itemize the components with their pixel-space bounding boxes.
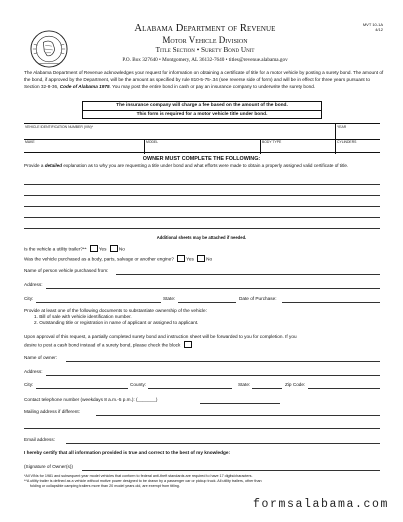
seller-city-label: City: <box>24 296 34 301</box>
explanation-line[interactable] <box>24 228 380 229</box>
explanation-line[interactable] <box>24 195 380 196</box>
site-watermark: formsalabama.com <box>252 498 389 511</box>
division-title: Motor Vehicle Division <box>162 35 248 45</box>
owner-state-field[interactable] <box>252 388 282 389</box>
owner-zip-field[interactable] <box>308 388 380 389</box>
code-reference: Code of Alabama 1975 <box>59 83 110 89</box>
owner-name-field[interactable] <box>66 361 380 362</box>
year-input[interactable] <box>338 129 378 137</box>
owner-city-field[interactable] <box>36 388 128 389</box>
insurance-notice-box <box>82 101 322 119</box>
insurance-fee-notice: The insurance company will charge a fee based on the amount of the bond. <box>116 103 288 108</box>
vin-label: VEHICLE IDENTIFICATION NUMBER (VIN)* <box>25 125 93 129</box>
owner-state-label: State: <box>238 382 251 387</box>
owner-address-field[interactable] <box>46 375 380 376</box>
owner-name-label: Name of owner: <box>24 355 58 360</box>
yes-label: Yes <box>98 246 107 252</box>
owner-zip-label: Zip Code: <box>285 382 306 387</box>
vin-footnote: *All VINs for 1981 and subsequent year model vehicles that conform to federal anti-theft standards are required to have 17 digits/characters. <box>24 474 253 478</box>
utility-trailer-no-checkbox[interactable] <box>110 245 118 252</box>
email-label: Email address: <box>24 437 56 442</box>
make-label: MAKE <box>25 140 35 144</box>
intro-paragraph <box>24 70 384 90</box>
form-number-block <box>363 22 383 32</box>
model-label: MODEL <box>146 140 159 144</box>
explanation-text-2: explanation as to why you are requesting a title under bond and what efforts were made to obtain a properly assigned valid certificate of title. <box>62 163 349 168</box>
mailing-address-line-2[interactable] <box>24 428 380 429</box>
explanation-line[interactable] <box>24 184 380 185</box>
phone-label: Contact telephone number (weekdays 8 a.m.-5 p.m.): (_______) <box>24 397 158 402</box>
explanation-emphasis: detailed <box>44 163 63 168</box>
trailer-footnote-2: folding or collapsible camping trailers more than 20 model years old, are exempt from titling. <box>30 484 180 488</box>
seller-state-field[interactable] <box>178 302 236 303</box>
document-item-1: 1. Bill of sale with vehicle identification number. <box>34 314 132 319</box>
vehicle-info-grid <box>24 123 380 153</box>
utility-trailer-question <box>24 245 380 253</box>
cash-bond-checkbox[interactable] <box>184 341 192 348</box>
documents-intro: Provide at least one of the following documents to substantiate ownership of the vehicle: <box>24 308 207 313</box>
seller-address-label: Address: <box>24 282 43 287</box>
phone-field[interactable] <box>200 403 280 404</box>
salvage-label: Was the vehicle purchased as a body, parts, salvage or another engine? <box>24 256 174 262</box>
utility-trailer-label: Is the vehicle a utility trailer?** <box>24 246 87 252</box>
explanation-instructions <box>24 163 382 170</box>
salvage-yes-checkbox[interactable] <box>177 255 185 262</box>
signature-field[interactable] <box>82 470 380 471</box>
approval-text-2 <box>24 341 380 349</box>
owner-county-label: County: <box>130 382 147 387</box>
owner-address-label: Address: <box>24 369 43 374</box>
purchase-date-label: Date of Purchase: <box>239 296 277 301</box>
seller-state-label: State: <box>163 296 176 301</box>
salvage-no-checkbox[interactable] <box>197 255 205 262</box>
state-seal-icon <box>30 30 68 68</box>
form-required-notice: This form is required for a motor vehicle title under bond. <box>83 110 321 119</box>
grid-divider <box>260 139 261 155</box>
form-date: 4/12 <box>375 27 383 33</box>
explanation-line[interactable] <box>24 206 380 207</box>
certification-statement: I hereby certify that all information provided is true and correct to the best of my knowledge: <box>24 450 231 455</box>
department-title: Alabama Department of Revenue <box>134 23 276 34</box>
grid-divider <box>24 139 380 140</box>
department-address: P.O. Box 327640 • Montgomery, AL 36132-7640 • titles@revenue.alabama.gov <box>122 57 288 63</box>
additional-sheets-note: Additional sheets may be attached if needed. <box>156 235 247 240</box>
salvage-question <box>24 255 380 263</box>
grid-divider <box>144 139 145 155</box>
no-label: No <box>118 246 125 252</box>
explanation-text-1: Provide a <box>24 163 45 168</box>
signature-label: (Signature of Owner(s)) <box>24 464 73 469</box>
seller-city-field[interactable] <box>36 302 161 303</box>
body-type-label: BODY TYPE <box>262 140 282 144</box>
seller-name-label: Name of person vehicle purchased from: <box>24 268 109 273</box>
trailer-footnote-1: **A utility trailer is defined as a vehicle without motive power designed to be drawn by a passenger car or pickup truck. All utility trailers, other than <box>24 479 262 483</box>
seller-address-field[interactable] <box>46 288 380 289</box>
document-item-2: 2. Outstanding title or registration in name of applicant or assigned to applicant. <box>34 320 199 325</box>
no-label: No <box>206 256 213 262</box>
owner-county-field[interactable] <box>148 388 232 389</box>
email-field[interactable] <box>66 443 380 444</box>
footnotes <box>24 474 384 489</box>
yes-label: Yes <box>186 256 194 262</box>
intro-text-2: . You may post the entire bond in cash or pay an insurance company to underwrite the surety bond. <box>109 83 316 89</box>
grid-divider <box>335 124 336 139</box>
owner-section-title: OWNER MUST COMPLETE THE FOLLOWING: <box>142 156 261 162</box>
form-header <box>70 22 340 65</box>
intro-text-1: The Alabama Department of Revenue acknowledges your request for information on obtaining a certificate of title for a motor vehicle by posting a surety bond. The amount of the bond, if approved by the Department, will be the amount as specified by rule 810-5-75-.34 (see reverse side of form) and will be in effect for three years pursuant to Section 32-8-36, <box>24 70 384 89</box>
mailing-address-label: Mailing address if different: <box>24 409 80 414</box>
form-number: MVT 10-1A <box>362 22 383 27</box>
grid-divider <box>335 139 336 155</box>
vin-input[interactable] <box>26 129 331 137</box>
approval-text-1: Upon approval of this request, a partially completed surety bond and instruction sheet will be forwarded to you for completion. If you <box>24 334 297 339</box>
utility-trailer-yes-checkbox[interactable] <box>90 245 98 252</box>
section-title: Title Section • Surety Bond Unit <box>155 46 255 54</box>
cylinders-label: CYLINDERS <box>337 140 357 144</box>
owner-city-label: City: <box>24 382 34 387</box>
mailing-address-field[interactable] <box>96 415 380 416</box>
cash-bond-label: desire to post a cash bond instead of a surety bond, please check the block <box>24 342 181 348</box>
explanation-line[interactable] <box>24 217 380 218</box>
purchase-date-field[interactable] <box>282 302 380 303</box>
year-label: YEAR <box>337 125 347 129</box>
seller-name-field[interactable] <box>116 274 380 275</box>
